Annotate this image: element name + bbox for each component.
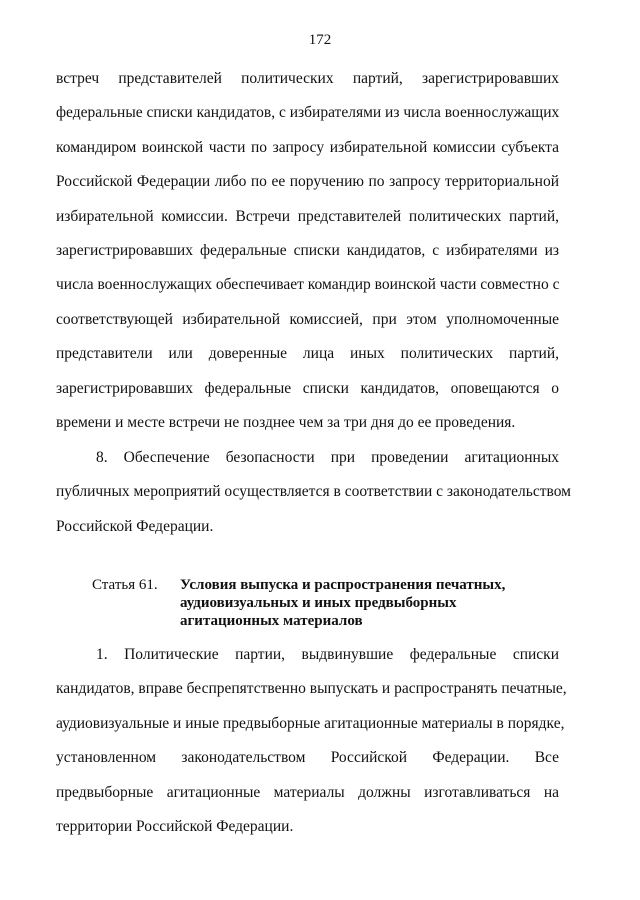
text-line: установленном законодательством Российской Федерации. Все xyxy=(56,749,559,767)
paragraph-continued xyxy=(56,62,559,440)
article-title-line: Условия выпуска и распространения печатных, xyxy=(180,577,506,593)
text-line: Российской Федерации либо по ее поручению по запросу территориальной xyxy=(56,173,559,191)
text-line: времени и месте встречи не позднее чем за три дня до ее проведения. xyxy=(56,413,516,431)
article-title-line: агитационных материалов xyxy=(180,613,363,629)
clause-1-paragraph xyxy=(56,638,567,844)
text-line: территории Российской Федерации. xyxy=(56,817,294,835)
text-line: предвыборные агитационные материалы должны изготавливаться на xyxy=(56,783,559,801)
article-label: Статья 61. xyxy=(92,577,158,593)
text-line: кандидатов, вправе беспрепятственно выпускать и распространять печатные, xyxy=(56,680,567,698)
text-line: зарегистрировавших федеральные списки кандидатов, с избирателями из xyxy=(56,241,559,259)
article-title-line: аудиовизуальных и иных предвыборных xyxy=(180,595,457,611)
text-line: числа военнослужащих обеспечивает командир воинской части совместно с xyxy=(56,276,560,294)
section-8-paragraph xyxy=(56,441,571,544)
text-line: публичных мероприятий осуществляется в соответствии с законодательством xyxy=(56,483,571,501)
text-line: 1. Политические партии, выдвинувшие федеральные списки xyxy=(96,646,559,663)
text-line: аудиовизуальные и иные предвыборные агитационные материалы в порядке, xyxy=(56,714,565,732)
text-line: Российской Федерации. xyxy=(56,517,214,535)
text-line: встреч представителей политических партий, зарегистрировавших xyxy=(56,70,559,87)
text-line: федеральные списки кандидатов, с избирателями из числа военнослужащих xyxy=(56,104,560,122)
text-line: зарегистрировавших федеральные списки кандидатов, оповещаются о xyxy=(56,379,559,397)
article-title xyxy=(180,576,505,630)
page-number: 172 xyxy=(308,32,332,48)
text-line: 8. Обеспечение безопасности при проведении агитационных xyxy=(96,449,559,466)
text-line: представители или доверенные лица иных политических партий, xyxy=(56,345,559,363)
text-line: избирательной комиссии. Встречи представителей политических партий, xyxy=(56,207,559,225)
text-line: соответствующей избирательной комиссией, при этом уполномоченные xyxy=(56,310,559,328)
text-line: командиром воинской части по запросу избирательной комиссии субъекта xyxy=(56,138,559,156)
